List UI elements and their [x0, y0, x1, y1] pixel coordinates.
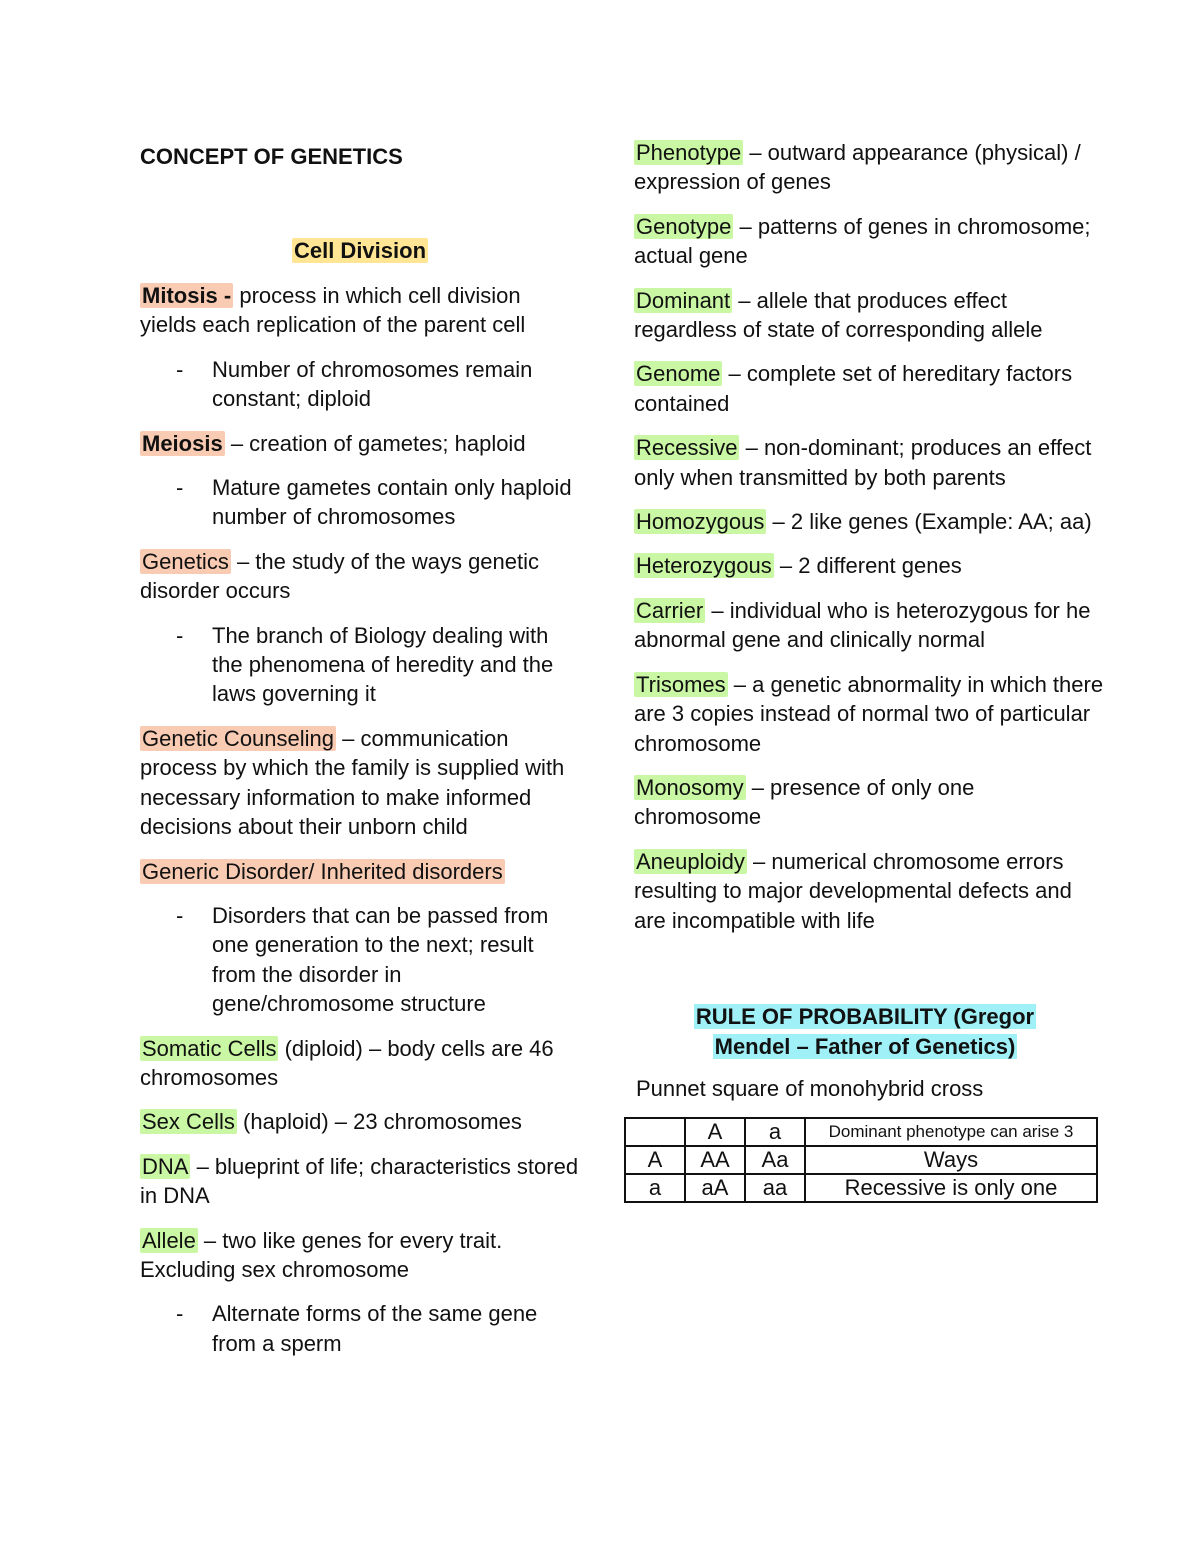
- term-allele: Allele – two like genes for every trait. Excluding sex chromosome: [140, 1227, 503, 1282]
- table-cell: a: [625, 1174, 685, 1202]
- term-phenotype: Phenotype – outward appearance (physical) / expression of genes: [634, 140, 1081, 195]
- table-cell: A: [625, 1146, 685, 1174]
- term-generic-disorder: Generic Disorder/ Inherited disorders: [142, 858, 503, 884]
- term-genome: Genome – complete set of hereditary factors contained: [634, 361, 1073, 416]
- term-somatic-cells: Somatic Cells (diploid) – body cells are 46 chromosomes: [140, 1035, 554, 1090]
- table-row: [625, 1146, 1097, 1174]
- left-column: [140, 138, 580, 1373]
- term-monosomy: Monosomy – presence of only one chromosome: [634, 774, 975, 830]
- term-meiosis: Meiosis – creation of gametes; haploid: [142, 430, 526, 456]
- right-column: [634, 138, 1104, 1203]
- table-cell: aA: [685, 1174, 745, 1202]
- term-mitosis: Mitosis - process in which cell division yields each replication of the parent cell: [140, 283, 526, 338]
- term-dna: DNA – blueprint of life; characteristics stored in DNA: [140, 1153, 579, 1209]
- bullet-mitosis: - Number of chromosomes remain constant; diploid: [176, 356, 533, 412]
- table-row: [625, 1118, 1097, 1146]
- table-cell: aa: [745, 1174, 805, 1202]
- table-cell: AA: [685, 1146, 745, 1174]
- table-cell: Dominant phenotype can arise 3: [805, 1118, 1097, 1146]
- page-title: CONCEPT OF GENETICS: [140, 144, 403, 169]
- term-heterozygous: Heterozygous – 2 different genes: [636, 553, 962, 579]
- table-cell: Ways: [805, 1146, 1097, 1174]
- punnet-subtitle: Punnet square of monohybrid cross: [636, 1075, 984, 1101]
- section-heading-cell-division: Cell Division: [293, 238, 427, 263]
- term-homozygous: Homozygous – 2 like genes (Example: AA; aa): [636, 509, 1092, 535]
- term-recessive: Recessive – non-dominant; produces an effect only when transmitted by both parents: [634, 435, 1092, 490]
- bullet-genetics: - The branch of Biology dealing with the phenomena of heredity and the laws governing it: [176, 622, 554, 707]
- probability-heading: RULE OF PROBABILITY (Gregor Mendel – Father of Genetics): [695, 1003, 1035, 1059]
- bullet-generic-disorder: - Disorders that can be passed from one generation to the next; result from the disorder in gene/chromosome structure: [176, 902, 549, 1017]
- term-genotype: Genotype – patterns of genes in chromosome; actual gene: [634, 213, 1091, 269]
- table-cell: Recessive is only one: [805, 1174, 1097, 1202]
- table-cell: [625, 1118, 685, 1146]
- punnet-square-table: [624, 1117, 1098, 1203]
- term-aneuploidy: Aneuploidy – numerical chromosome errors resulting to major developmental defects and are incompatible with life: [634, 848, 1072, 933]
- table-cell: a: [745, 1118, 805, 1146]
- table-row: [625, 1174, 1097, 1202]
- term-trisomes: Trisomes – a genetic abnormality in which there are 3 copies instead of normal two of particular chromosome: [634, 671, 1104, 756]
- term-carrier: Carrier – individual who is heterozygous for he abnormal gene and clinically normal: [634, 597, 1091, 653]
- term-dominant: Dominant – allele that produces effect regardless of state of corresponding allele: [634, 287, 1043, 343]
- bullet-meiosis: - Mature gametes contain only haploid number of chromosomes: [176, 475, 572, 530]
- term-genetics: Genetics – the study of the ways genetic disorder occurs: [140, 548, 540, 604]
- term-genetic-counseling: Genetic Counseling – communication process by which the family is supplied with necessary information to make informed decisions about their unborn child: [140, 725, 565, 840]
- bullet-allele: - Alternate forms of the same gene from a sperm: [176, 1301, 538, 1356]
- term-sex-cells: Sex Cells (haploid) – 23 chromosomes: [142, 1109, 522, 1135]
- table-cell: Aa: [745, 1146, 805, 1174]
- table-cell: A: [685, 1118, 745, 1146]
